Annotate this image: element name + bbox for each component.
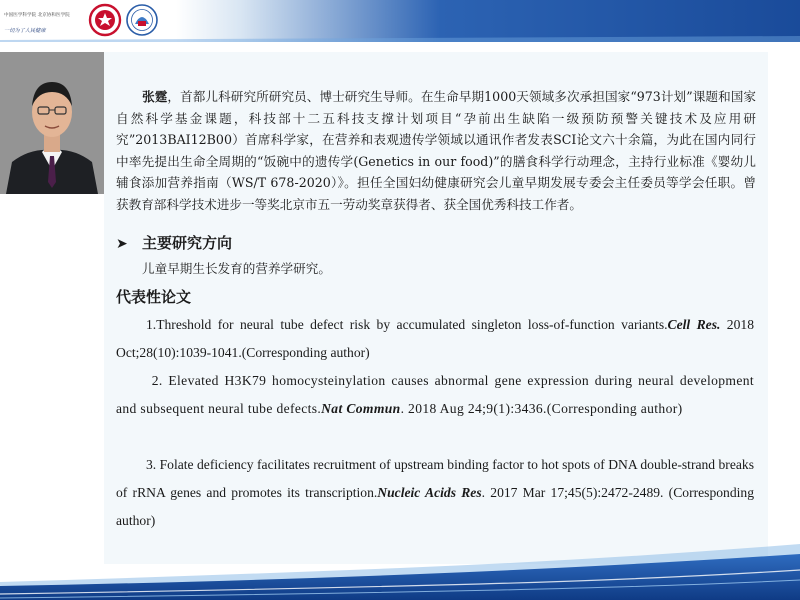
biography-paragraph <box>116 86 756 215</box>
papers-heading: 代表性论文 <box>116 288 192 306</box>
author-name: 张霆 <box>142 89 168 104</box>
paper-citation: . 2017 Mar 17;45(5):2472-2489. (Corresponding author) <box>116 485 755 528</box>
footer-wave-decoration <box>0 524 800 600</box>
research-heading-text: 主要研究方向 <box>142 234 233 252</box>
research-direction-heading <box>116 232 232 253</box>
logo-text-top: 中国医学科学院 北京协和医学院 <box>4 13 70 18</box>
paper-title: 1.Threshold for neural tube defect risk by accumulated singleton loss-of-function variants. <box>146 317 668 332</box>
paper-item <box>116 367 754 423</box>
paper-citation: . 2018 Aug 24;9(1):3436.(Corresponding author) <box>400 401 683 416</box>
blue-seal-logo-icon <box>127 5 157 35</box>
paper-journal: Nucleic Acids Res <box>377 485 482 500</box>
paper-title: 2. Elevated H3K79 homocysteinylation causes abnormal gene expression during neural development and subsequent neural tube defects. <box>116 373 754 416</box>
paper-journal: Nat Commun <box>321 401 401 416</box>
arrow-bullet-icon: ➤ <box>116 236 128 252</box>
research-direction-text: 儿童早期生长发育的营养学研究。 <box>142 261 331 276</box>
paper-title: 3. Folate deficiency facilitates recruitment of upstream binding factor to hot spots of DNA double-strand breaks of rRNA genes and promotes its transcription. <box>116 457 754 500</box>
red-seal-logo-icon <box>90 5 120 35</box>
portrait-photo <box>0 52 104 194</box>
paper-journal: Cell Res. <box>667 317 721 332</box>
paper-item <box>116 311 754 367</box>
biography-text: ，首都儿科研究所研究员、博士研究生导师。在生命早期1000天领域多次承担国家“973计划”课题和国家自然科学基金课题，科技部十二五科技支撑计划项目“孕前出生缺陷一级预防预警关键技术及应用研究”2013BAI12B00）首席科学家，在营养和表观遗传学领域以通讯作者发表SCI论文六十余篇，为此在国内同行中率先提出生命全周期的“饭碗中的遗传学(Genetics in our food)”的膳食科学行动理念，主持行业标准《婴幼儿辅食添加营养指南（WS/T 678-2020）》。担任全国妇幼健康研究会儿童早期发展专委会主任委员等学会任职。曾获教育部科学技术进步一等奖北京市五一劳动奖章获得者、获全国优秀科技工作者。 <box>116 89 757 212</box>
logo-text-bottom: 一切为了人民健康 <box>4 28 46 34</box>
header-logos <box>2 2 162 40</box>
paper-item <box>116 451 754 535</box>
paper-citation: 2018 Oct;28(10):1039-1041.(Corresponding author) <box>116 317 754 360</box>
